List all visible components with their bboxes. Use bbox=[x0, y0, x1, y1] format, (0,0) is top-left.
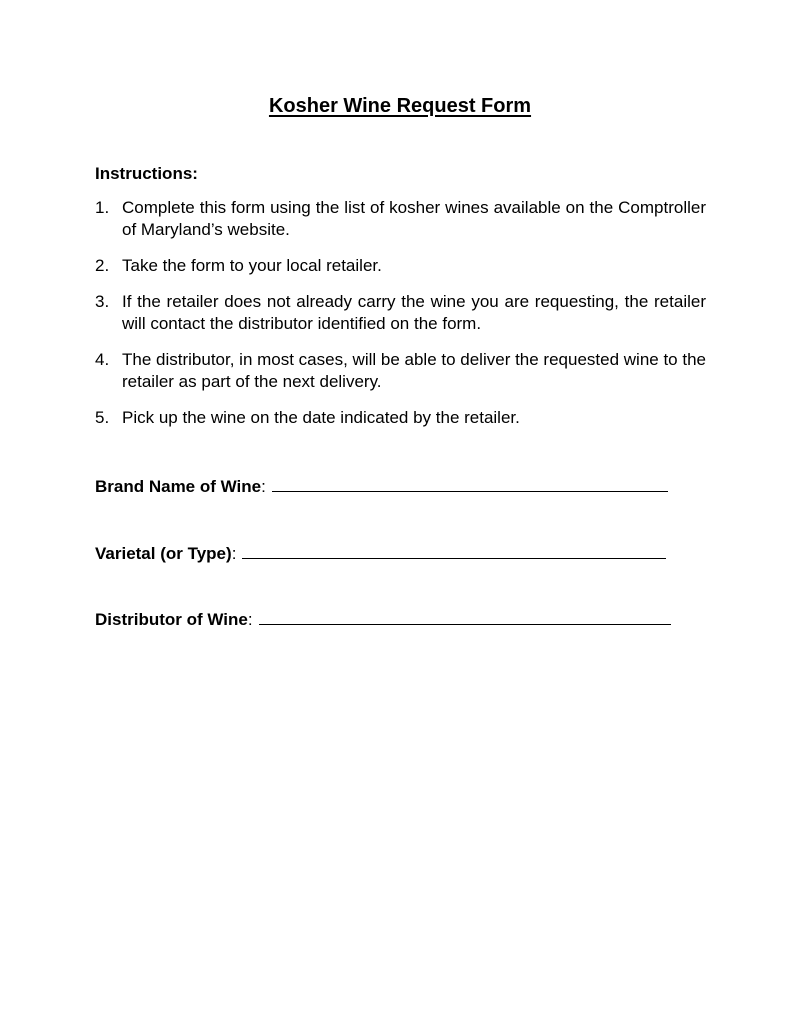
varietal-field bbox=[95, 543, 666, 565]
distributor-input-line[interactable] bbox=[259, 610, 671, 625]
instruction-number: 3. bbox=[95, 292, 110, 311]
instruction-number: 4. bbox=[95, 350, 110, 369]
brand-name-input-line[interactable] bbox=[272, 477, 668, 492]
brand-name-colon: : bbox=[261, 477, 266, 496]
instruction-item bbox=[95, 255, 706, 277]
varietal-input-line[interactable] bbox=[242, 544, 666, 559]
brand-name-field bbox=[95, 476, 668, 498]
brand-name-label: Brand Name of Wine bbox=[95, 477, 262, 496]
instruction-text: Pick up the wine on the date indicated by the retailer. bbox=[122, 408, 520, 427]
varietal-label: Varietal (or Type) bbox=[95, 544, 232, 563]
instructions-heading: Instructions: bbox=[95, 164, 198, 183]
page-title: Kosher Wine Request Form bbox=[268, 95, 532, 117]
instructions-list bbox=[95, 197, 706, 443]
instruction-item bbox=[95, 197, 706, 241]
instruction-item bbox=[95, 291, 706, 335]
distributor-colon: : bbox=[247, 610, 253, 629]
instruction-item bbox=[95, 407, 706, 429]
instruction-text: Complete this form using the list of kosher wines available on the Comptroller of Maryland’s website. bbox=[122, 198, 706, 239]
distributor-field bbox=[95, 609, 671, 631]
instruction-item bbox=[95, 349, 706, 393]
instruction-number: 5. bbox=[95, 408, 110, 427]
varietal-colon: : bbox=[231, 544, 237, 563]
distributor-label: Distributor of Wine bbox=[95, 610, 248, 629]
instruction-text: The distributor, in most cases, will be able to deliver the requested wine to the retailer as part of the next delivery. bbox=[122, 350, 706, 391]
instruction-number: 1. bbox=[95, 198, 110, 217]
instruction-text: Take the form to your local retailer. bbox=[122, 256, 382, 275]
instruction-number: 2. bbox=[95, 256, 110, 275]
instruction-text: If the retailer does not already carry the wine you are requesting, the retailer will contact the distributor identified on the form. bbox=[122, 292, 706, 333]
